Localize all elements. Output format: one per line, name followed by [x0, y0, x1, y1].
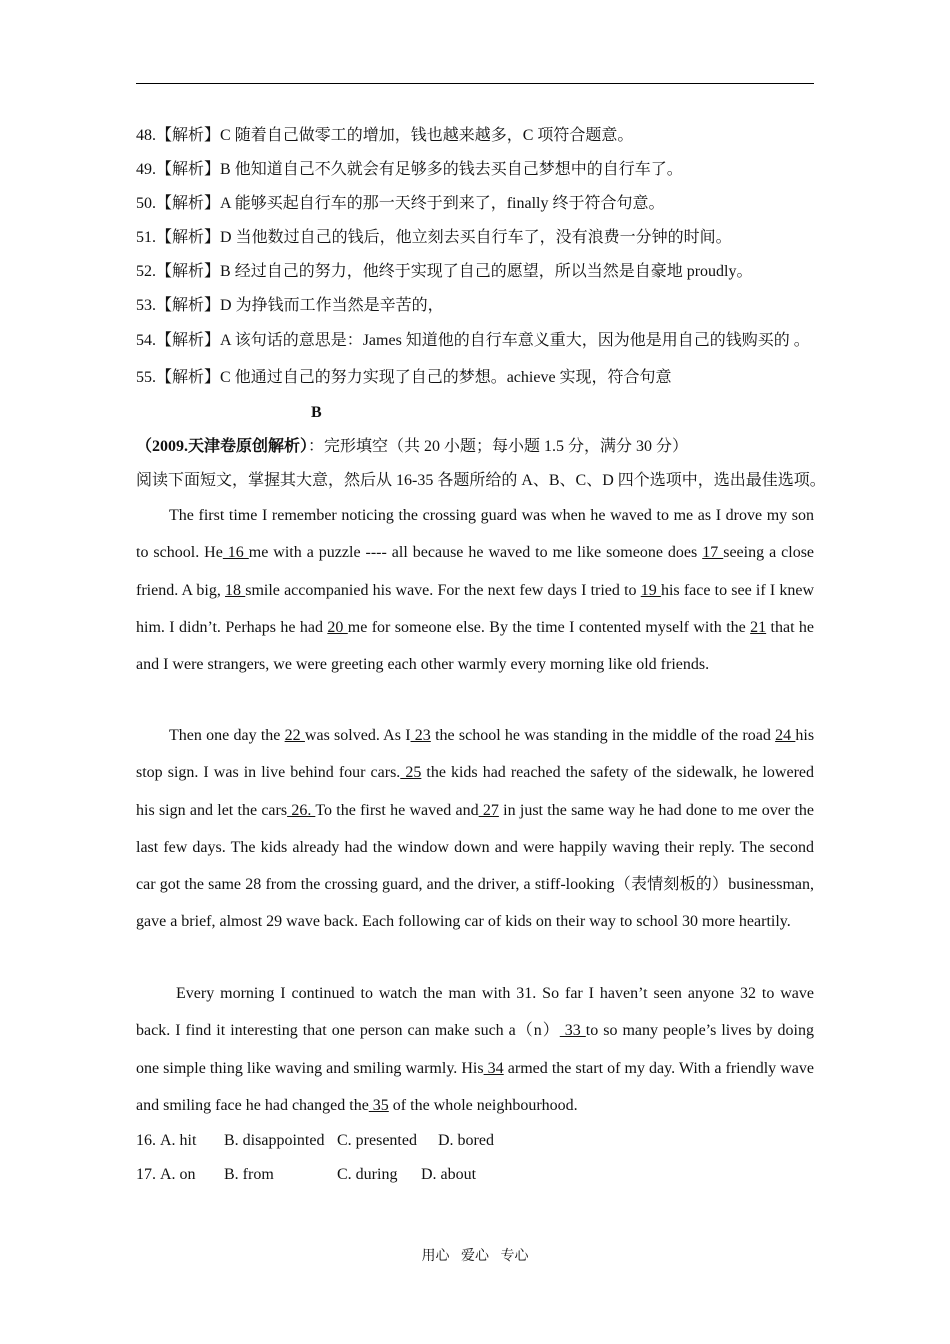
option-b: B. disappointed: [224, 1132, 325, 1149]
blank-35: 35: [368, 1096, 389, 1114]
blank-17: 17: [702, 544, 724, 562]
option-number: 16.: [136, 1132, 156, 1149]
option-b: B. from: [224, 1166, 274, 1183]
blank-16: 16: [222, 544, 249, 562]
blank-25: 25: [400, 764, 422, 782]
option-a: A. hit: [160, 1132, 197, 1149]
answer-52: 52.【解析】B 经过自己的努力，他终于实现了自己的愿望，所以当然是自豪地 proudly。: [136, 263, 753, 280]
option-d: D. about: [421, 1166, 477, 1183]
answer-51: 51.【解析】D 当他数过自己的钱后，他立刻去买自行车了，没有浪费一分钟的时间。: [136, 229, 732, 246]
section-instruction: 阅读下面短文，掌握其大意，然后从 16-35 各题所给的 A、B、C、D 四个选项中，选出最佳选项。: [136, 472, 826, 489]
blank-24: 24: [775, 727, 796, 744]
option-d: D. bored: [438, 1132, 494, 1149]
blank-19: 19: [640, 581, 661, 599]
option-a: A. on: [160, 1166, 196, 1183]
option-number: 17.: [136, 1166, 156, 1183]
answer-48: 48.【解析】C 随着自己做零工的增加，钱也越来越多，C 项符合题意。: [136, 127, 634, 144]
answer-54: 54.【解析】A 该句话的意思是：James 知道他的自行车意义重大，因为他是用自己的钱购买的 。: [136, 332, 810, 349]
blank-34: 34: [483, 1059, 504, 1077]
header-rule: [136, 83, 814, 84]
blank-18: 18: [225, 581, 246, 599]
blank-22: 22: [284, 727, 305, 744]
answer-50: 50.【解析】A 能够买起自行车的那一天终于到来了，finally 终于符合句意。: [136, 195, 665, 212]
passage-paragraph-2: Then one day the 22 was solved. As I 23 the school he was standing in the middle of the road 24 his stop sign. I was in live behind four cars. 25 the kids had reached the safety of the sidewalk, he lowered his sign and let the cars 26. To the first he waved and 27 in just the same way he had done to me over the last few days. The kids already had the window down and were happily waving their reply. The second car got the same 28 from the crossing guard, and the driver, a stiff-looking（表情刻板的）businessman, gave a brief, almost 29 wave back. Each following car of kids on their way to school 30 more heartily.: [136, 727, 815, 931]
answer-53: 53.【解析】D 为挣钱而工作当然是辛苦的，: [136, 297, 444, 314]
blank-23: 23: [410, 727, 431, 744]
blank-33: 33: [559, 1022, 586, 1040]
section-letter: B: [311, 404, 322, 421]
passage-paragraph-1: The first time I remember noticing the crossing guard was when he waved to me as I drove my son to school. He 16 me with a puzzle ---- all because he waved to me like someone does 17 seeing a close friend. A big, 18 smile accompanied his wave. For the next few days I tried to 19 his face to see if I knew him. I didn’t. Perhaps he had 20 me for someone else. By the time I contented myself with the 21 that he and I were strangers, we were greeting each other warmly every morning like old friends.: [136, 507, 815, 674]
option-c: C. during: [337, 1166, 398, 1183]
blank-27: 27: [478, 801, 499, 819]
option-c: C. presented: [337, 1132, 417, 1149]
answer-49: 49.【解析】B 他知道自己不久就会有足够多的钱去买自己梦想中的自行车了。: [136, 161, 683, 178]
page-footer: 用心 爱心 专心: [421, 1249, 529, 1264]
blank-20: 20: [327, 618, 348, 636]
answer-55: 55.【解析】C 他通过自己的努力实现了自己的梦想。achieve 实现，符合句意: [136, 369, 672, 386]
blank-26: 26.: [287, 801, 316, 819]
section-source: （2009.天津卷原创解析）：完形填空（共 20 小题；每小题 1.5 分，满分 30 分）: [136, 438, 689, 455]
blank-21: 21: [750, 618, 767, 636]
passage-paragraph-3: Every morning I continued to watch the man with 31. So far I haven’t seen anyone 32 to wave back. I find it interesting that one person can make such a（n） 33 to so many people’s lives by doing one simple thing like waving and smiling warmly. His 34 armed the start of my day. With a friendly wave and smiling face he had changed the 35 of the whole neighbourhood.: [136, 985, 815, 1114]
